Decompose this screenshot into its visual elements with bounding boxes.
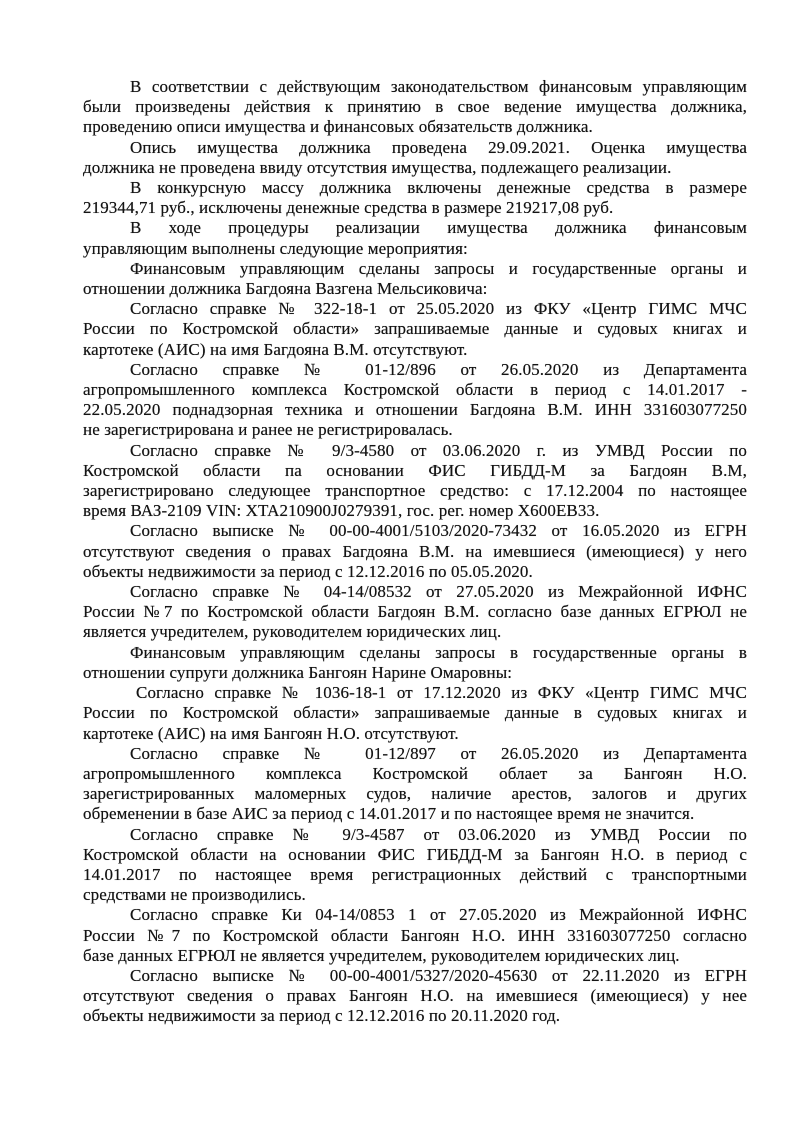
text-line: 219344,71 руб., исключены денежные средства в размере 219217,08 руб. xyxy=(83,198,614,218)
paragraph xyxy=(83,138,747,178)
paragraph xyxy=(83,178,747,218)
text-line: картотеке (АИС) на имя Бангоян Н.О. отсутствуют. xyxy=(83,723,459,743)
text-line: В ходе процедуры реализации имущества должника финансовым xyxy=(130,218,747,238)
text-line: 22.05.2020 поднадзорная техника и отношении Багдояна В.М. ИНН 331603077250 xyxy=(83,400,747,420)
text-line: должника не проведена ввиду отсутствия имущества, подлежащего реализации. xyxy=(83,157,672,177)
paragraph xyxy=(83,259,747,299)
paragraph xyxy=(83,441,747,522)
text-line: является учредителем, руководителем юридических лиц. xyxy=(83,622,502,642)
paragraph xyxy=(83,683,747,744)
text-line: объекты недвижимости за период с 12.12.2016 по 20.11.2020 год. xyxy=(83,1006,561,1026)
paragraph xyxy=(83,582,747,643)
text-line: были произведены действия к принятию в свое ведение имущества должника, xyxy=(83,97,747,117)
text-line: В конкурсную массу должника включены денежные средства в размере xyxy=(130,178,747,198)
text-line: Согласно справке Ки 04-14/0853 1 от 27.05.2020 из Межрайонной ИФНС xyxy=(130,905,747,925)
text-line: Согласно выписке № 00-00-4001/5327/2020-45630 от 22.11.2020 из ЕГРН xyxy=(130,965,747,985)
paragraph xyxy=(83,218,747,258)
text-line: Согласно справке № 01-12/896 от 26.05.2020 из Департамента xyxy=(130,359,747,379)
text-line: агропромышленного комплекса Костромской облает за Бангоян Н.О. xyxy=(83,763,747,783)
text-line: время ВАЗ-2109 VIN: XTA210900J0279391, гос. рег. номер X600EB33. xyxy=(83,501,600,521)
text-line: обременении в базе АИС за период с 14.01.2017 и по настоящее время не значится. xyxy=(83,804,695,824)
text-line: не зарегистрирована и ранее не регистрировалась. xyxy=(83,420,453,440)
text-line: Костромской области на основании ФИС ГИБДД-М за Бангоян Н.О. в период с xyxy=(83,844,747,864)
text-line: Согласно справке № 9/3-4587 от 03.06.2020 из УМВД России по xyxy=(130,824,747,844)
text-line: Согласно справке № 322-18-1 от 25.05.2020 из ФКУ «Центр ГИМС МЧС xyxy=(130,299,747,319)
text-line: отсутствуют сведения о правах Бангоян Н.О. на имевшиеся (имеющиеся) у нее xyxy=(83,986,747,1006)
text-line: Финансовым управляющим сделаны запросы в государственные органы в xyxy=(130,642,747,662)
text-line: отношении супруги должника Бангоян Нарине Омаровны: xyxy=(83,662,513,682)
text-line: России по Костромской области» запрашиваемые данные в судовых книгах и xyxy=(83,703,747,723)
text-line: зарегистрировано следующее транспортное средство: с 17.12.2004 по настоящее xyxy=(83,481,747,501)
text-line: Согласно выписке № 00-00-4001/5103/2020-73432 от 16.05.2020 из ЕГРН xyxy=(130,521,747,541)
text-line: картотеке (АИС) на имя Багдояна В.М. отсутствуют. xyxy=(83,339,468,359)
text-line: агропромышленного комплекса Костромской области в период с 14.01.2017 - xyxy=(83,380,747,400)
text-line: Согласно справке № 1036-18-1 от 17.12.2020 из ФКУ «Центр ГИМС МЧС xyxy=(136,683,747,703)
text-line: России №7 по Костромской области Бангоян Н.О. ИНН 331603077250 согласно xyxy=(83,925,747,945)
text-line: проведению описи имущества и финансовых обязательств должника. xyxy=(83,117,593,137)
text-line: России по Костромской области» запрашиваемые данные и судовых книгах и xyxy=(83,319,747,339)
paragraph xyxy=(83,77,747,138)
paragraph xyxy=(83,825,747,906)
text-line: Опись имущества должника проведена 29.09.2021. Оценка имущества xyxy=(130,137,747,157)
text-line: управляющим выполнены следующие мероприятия: xyxy=(83,238,468,258)
text-line: Согласно справке № 04-14/08532 от 27.05.2020 из Межрайонной ИФНС xyxy=(130,582,747,602)
paragraph xyxy=(83,905,747,966)
paragraph xyxy=(83,643,747,683)
text-line: Финансовым управляющим сделаны запросы и государственные органы и xyxy=(130,258,747,278)
text-line: объекты недвижимости за период с 12.12.2016 по 05.05.2020. xyxy=(83,561,533,581)
paragraph xyxy=(83,966,747,1027)
paragraph xyxy=(83,521,747,582)
document-body xyxy=(83,77,747,1027)
text-line: отсутствуют сведения о правах Багдояна В.М. на имевшиеся (имеющиеся) у него xyxy=(83,541,747,561)
text-line: средствами не производились. xyxy=(83,885,306,905)
text-line: Согласно справке № 01-12/897 от 26.05.2020 из Департамента xyxy=(130,743,747,763)
text-line: зарегистрированных маломерных судов, наличие арестов, залогов и других xyxy=(83,784,747,804)
text-line: 14.01.2017 по настоящее время регистрационных действий с транспортными xyxy=(83,864,747,884)
text-line: базе данных ЕГРЮЛ не является учредителем, руководителем юридических лиц. xyxy=(83,945,680,965)
text-line: Согласно справке № 9/3-4580 от 03.06.2020 г. из УМВД России по xyxy=(130,440,747,460)
paragraph xyxy=(83,744,747,825)
text-line: отношении должника Багдояна Вазгена Мельсиковича: xyxy=(83,279,488,299)
text-line: Костромской области па основании ФИС ГИБДД-М за Багдоян В.М, xyxy=(83,460,747,480)
paragraph xyxy=(83,360,747,441)
text-line: России №7 по Костромской области Багдоян В.М. согласно базе данных ЕГРЮЛ не xyxy=(83,602,747,622)
paragraph xyxy=(83,299,747,360)
text-line: В соответствии с действующим законодательством финансовым управляющим xyxy=(130,77,747,96)
